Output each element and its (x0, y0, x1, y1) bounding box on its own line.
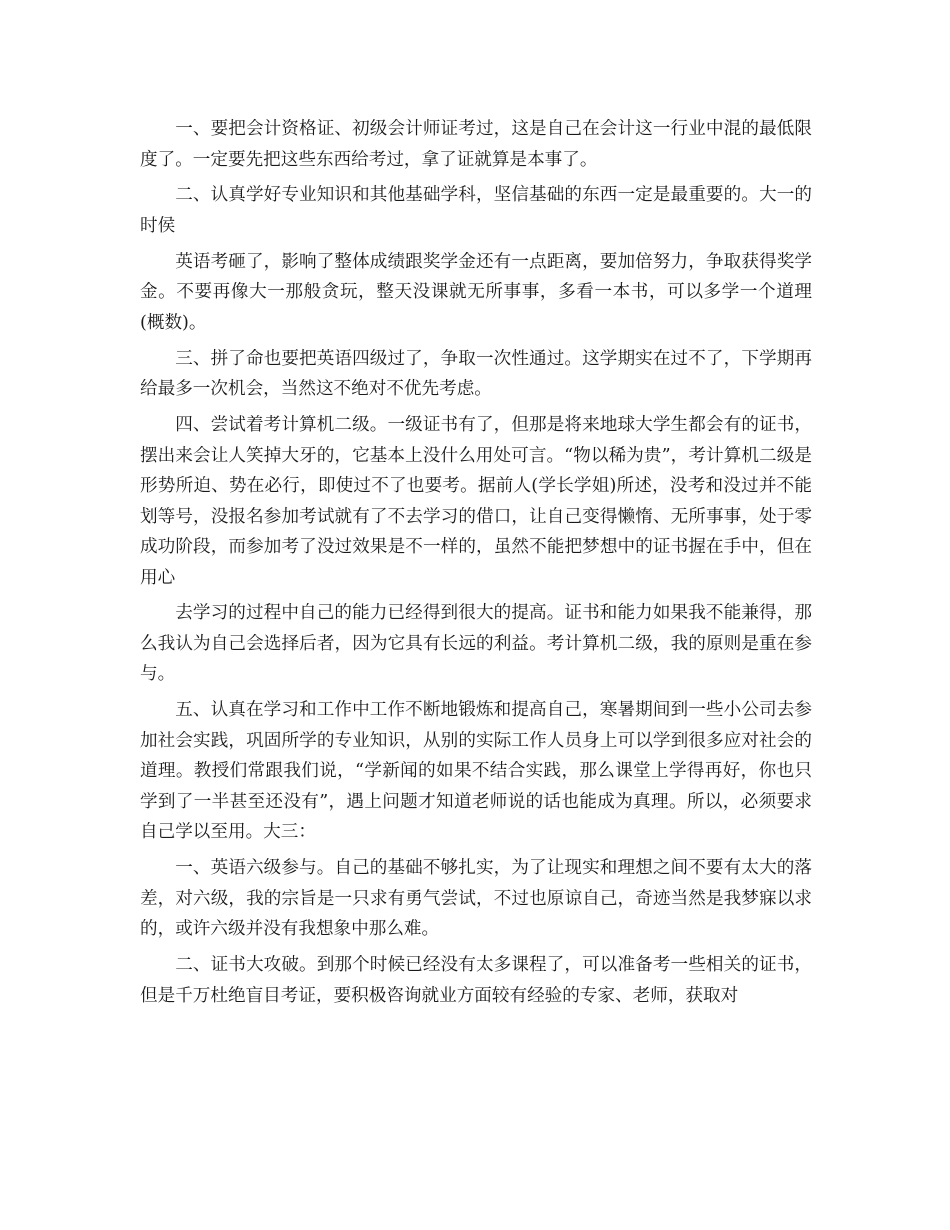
paragraph-7: 五、认真在学习和工作中工作不断地锻炼和提高自己，寒暑期间到一些小公司去参加社会实践，巩固所学的专业知识，从别的实际工作人员身上可以学到很多应对社会的道理。教授们常跟我们说，“学新闻的如果不结合实践，那么课堂上学得再好，你也只学到了一半甚至还没有”，遇上问题才知道老师说的话也能成为真理。所以，必须要求自己学以至用。大三： (140, 700, 812, 843)
paragraph-8: 一、英语六级参与。自己的基础不够扎实，为了让现实和理想之间不要有太大的落差，对六级，我的宗旨是一只求有勇气尝试，不过也原谅自己，奇迹当然是我梦寐以求的，或许六级并没有我想象中那么难。 (140, 858, 812, 940)
paragraph-3: 英语考砸了，影响了整体成绩跟奖学金还有一点距离，要加倍努力，争取获得奖学金。不要再像大一那般贪玩，整天没课就无所事事，多看一本书，可以多学一个道理(概数)。 (140, 251, 812, 333)
paragraph-1: 一、要把会计资格证、初级会计师证考过，这是自己在会计这一行业中混的最低限度了。一定要先把这些东西给考过，拿了证就算是本事了。 (140, 119, 812, 170)
paragraph-9: 二、证书大攻破。到那个时候已经没有太多课程了，可以准备考一些相关的证书，但是千万杜绝盲目考证，要积极咨询就业方面较有经验的专家、老师，获取对 (140, 955, 812, 1006)
paragraph-4: 三、拼了命也要把英语四级过了，争取一次性通过。这学期实在过不了，下学期再给最多一次机会，当然这不绝对不优先考虑。 (140, 348, 812, 400)
paragraph-2: 二、认真学好专业知识和其他基础学科，坚信基础的东西一定是最重要的。大一的时侯 (140, 185, 812, 236)
paragraph-5: 四、尝试着考计算机二级。一级证书有了，但那是将来地球大学生都会有的证书，摆出来会让人笑掉大牙的，它基本上没什么用处可言。“物以稀为贵”，考计算机二级是形势所迫、势在必行，即使过不了也要考。据前人(学长学姐)所述，没考和没过并不能划等号，没报名参加考试就有了不去学习的借口，让自己变得懒惰、无所事事，处于零成功阶段，而参加考了没过效果是不一样的，虽然不能把梦想中的证书握在手中，但在用心 (140, 415, 812, 588)
document-body (140, 114, 812, 1017)
paragraph-6: 去学习的过程中自己的能力已经得到很大的提高。证书和能力如果我不能兼得，那么我认为自己会选择后者，因为它具有长远的利益。考计算机二级，我的原则是重在参与。 (140, 603, 812, 685)
